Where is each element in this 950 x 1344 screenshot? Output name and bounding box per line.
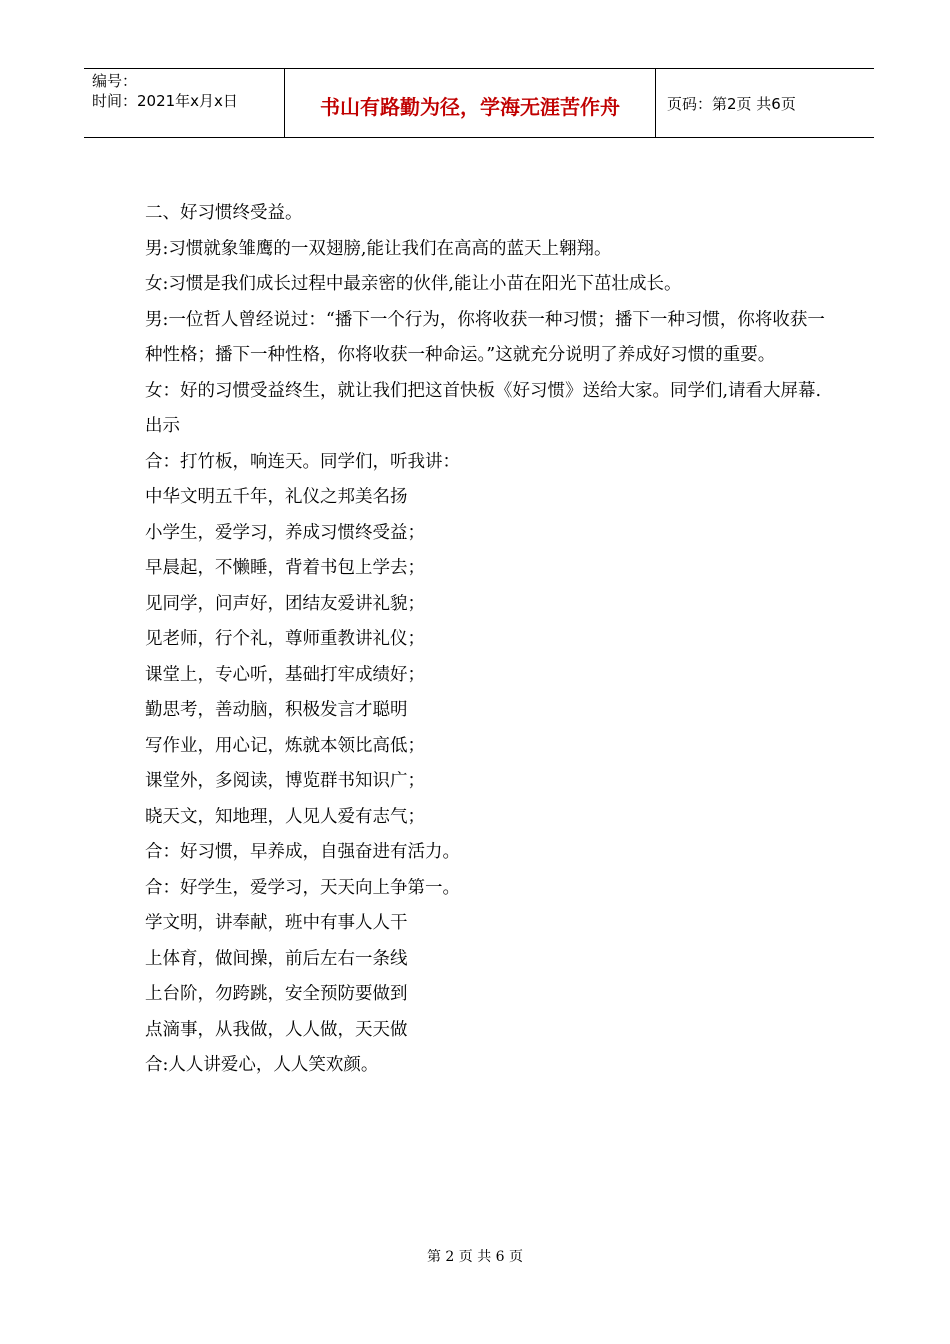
header-page-label: 页码：第2页 共6页 (667, 94, 796, 113)
header-meta-cell (84, 69, 285, 137)
paragraph: 出示 (145, 416, 180, 436)
paragraph: 小学生，爱学习，养成习惯终受益； (145, 522, 425, 543)
paragraph: 见同学，问声好，团结友爱讲礼貌； (145, 593, 425, 614)
paragraph: 男:一位哲人曾经说过：“播下一个行为，你将收获一种习惯；播下一种习惯，你将收获一种性格；播下一种性格，你将收获一种命运。”这就充分说明了养成好习惯的重要。 (145, 309, 825, 365)
paragraph: 晓天文，知地理，人见人爱有志气； (145, 806, 425, 827)
paragraph: 男:习惯就象雏鹰的一双翅膀,能让我们在高高的蓝天上翱翔。 (145, 238, 612, 259)
paragraph: 勤思考，善动脑，积极发言才聪明 (145, 700, 408, 720)
paragraph: 课堂外，多阅读，博览群书知识广； (145, 771, 425, 791)
paragraph: 女:习惯是我们成长过程中最亲密的伙伴,能让小苗在阳光下茁壮成长。 (145, 274, 682, 294)
paragraph: 合:人人讲爱心，人人笑欢颜。 (145, 1055, 379, 1075)
paragraph: 课堂上，专心听，基础打牢成绩好； (145, 664, 425, 685)
paragraph: 上体育，做间操，前后左右一条线 (145, 948, 408, 969)
paragraph: 二、好习惯终受益。 (145, 203, 303, 223)
paragraph: 写作业，用心记，炼就本领比高低； (145, 735, 425, 756)
paragraph: 合：好习惯，早养成，自强奋进有活力。 (145, 842, 460, 862)
time-label: 时间：2021年x月x日 (92, 92, 238, 110)
paragraph: 点滴事，从我做，人人做，天天做 (145, 1019, 408, 1040)
page-header (84, 68, 874, 138)
number-label: 编号： (92, 72, 138, 90)
paragraph: 学文明，讲奉献，班中有事人人干 (145, 913, 408, 933)
header-motto: 书山有路勤为径，学海无涯苦作舟 (285, 69, 656, 137)
page-footer: 第 2 页 共 6 页 (426, 1249, 524, 1265)
document-body (145, 196, 825, 1084)
paragraph: 上台阶，勿跨跳，安全预防要做到 (145, 984, 408, 1004)
paragraph: 女：好的习惯受益终生，就让我们把这首快板《好习惯》送给大家。同学们,请看大屏幕. (145, 380, 822, 401)
paragraph: 中华文明五千年，礼仪之邦美名扬 (145, 487, 408, 507)
paragraph: 合：打竹板，响连天。同学们，听我讲： (145, 451, 460, 472)
paragraph: 早晨起，不懒睡，背着书包上学去； (145, 558, 425, 578)
paragraph: 见老师，行个礼，尊师重教讲礼仪； (145, 629, 425, 649)
paragraph: 合：好学生，爱学习，天天向上争第一。 (145, 877, 460, 898)
